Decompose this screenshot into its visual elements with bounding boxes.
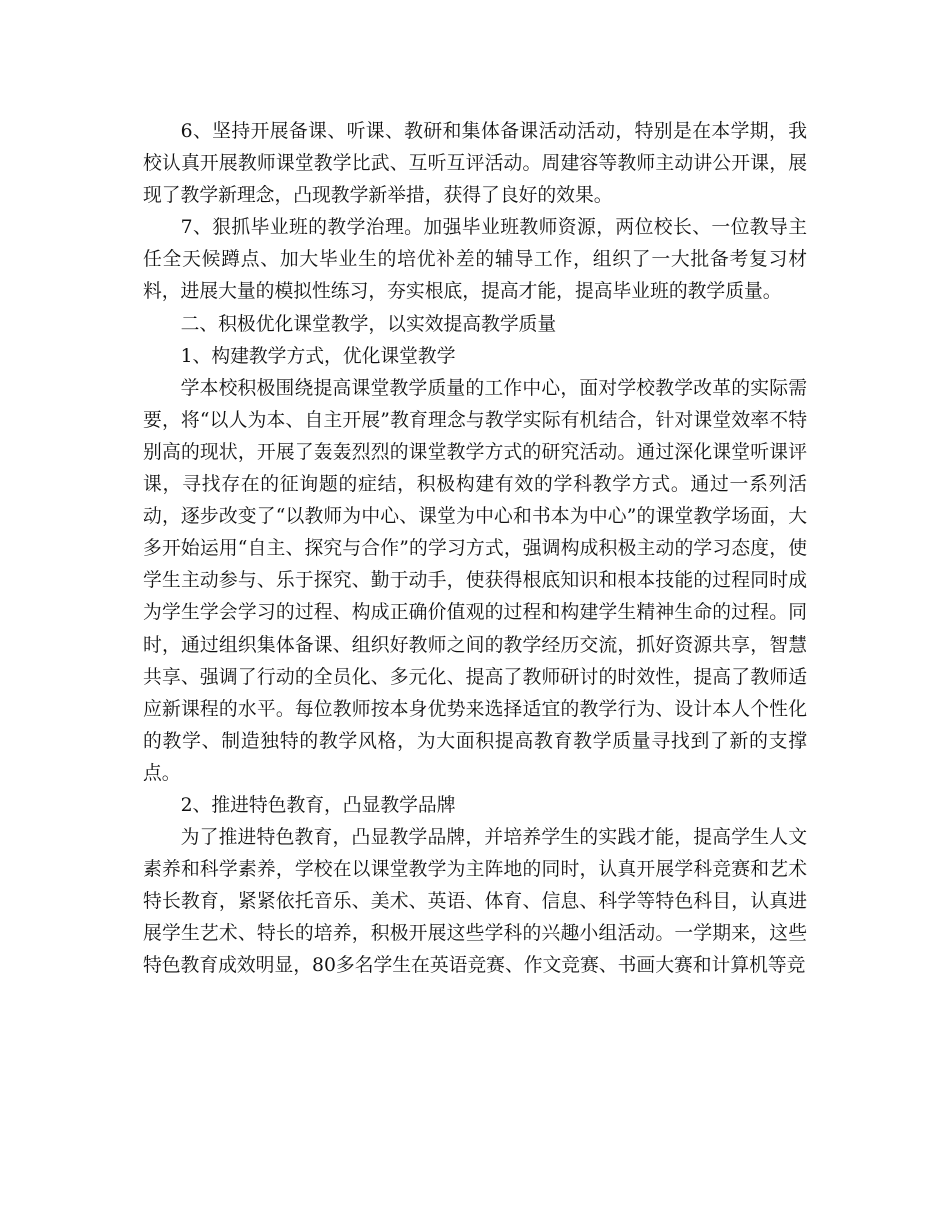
section-heading-optimize-classroom: 二、积极优化课堂教学，以实效提高教学质量 [180, 313, 557, 335]
document-body [143, 116, 807, 983]
paragraph-item-7-graduating-class: 7、狠抓毕业班的教学治理。加强毕业班教师资源，两位校长、一位教导主任全天候蹲点、加大毕业生的培优补差的辅导工作，组织了一大批备考复习材料，进展大量的模拟性练习，夯实根底，提高才能，提高毕业班的教学质量。 [143, 217, 807, 303]
paragraph-teaching-methods: 学本校积极围绕提高课堂教学质量的工作中心，面对学校教学改革的实际需要，将“以人为本、自主开展”教育理念与教学实际有机结合，针对课堂效率不特别高的现状，开展了轰轰烈烈的课堂教学方式的研究活动。通过深化课堂听课评课，寻找存在的征询题的症结，积极构建有效的学科教学方式。通过一系列活动，逐步改变了“以教师为中心、课堂为中心和书本为中心”的课堂教学场面，大多开始运用“自主、探究与合作”的学习方式，强调构成积极主动的学习态度，使学生主动参与、乐于探究、勤于动手，使获得根底知识和根本技能的过程同时成为学生学会学习的过程、构成正确价值观的过程和构建学生精神生命的过程。同时，通过组织集体备课、组织好教师之间的教学经历交流，抓好资源共享，智慧共享、强调了行动的全员化、多元化、提高了教师研讨的时效性，提高了教师适应新课程的水平。每位教师按本身优势来选择适宜的教学行为、设计本人个性化的教学、制造独特的教学风格，为大面积提高教育教学质量寻找到了新的支撑点。 [143, 377, 807, 784]
paragraph-special-education: 为了推进特色教育，凸显教学品牌，并培养学生的实践才能，提高学生人文素养和科学素养，学校在以课堂教学为主阵地的同时，认真开展学科竞赛和艺术特长教育，紧紧依托音乐、美术、英语、体育、信息、科学等特色科目，认真进展学生艺术、特长的培养，积极开展这些学科的兴趣小组活动。一学期来，这些特色教育成效明显，80多名学生在英语竞赛、作文竞赛、书画大赛和计算机等竞 [143, 827, 807, 977]
paragraph-item-6-prep-lessons: 6、坚持开展备课、听课、教研和集体备课活动活动，特别是在本学期，我校认真开展教师课堂教学比武、互听互评活动。周建容等教师主动讲公开课，展现了教学新理念，凸现教学新举措，获得了良好的效果。 [143, 121, 807, 207]
subheading-special-education: 2、推进特色教育，凸显教学品牌 [180, 794, 456, 816]
subheading-build-teaching-methods: 1、构建教学方式，优化课堂教学 [180, 345, 456, 367]
